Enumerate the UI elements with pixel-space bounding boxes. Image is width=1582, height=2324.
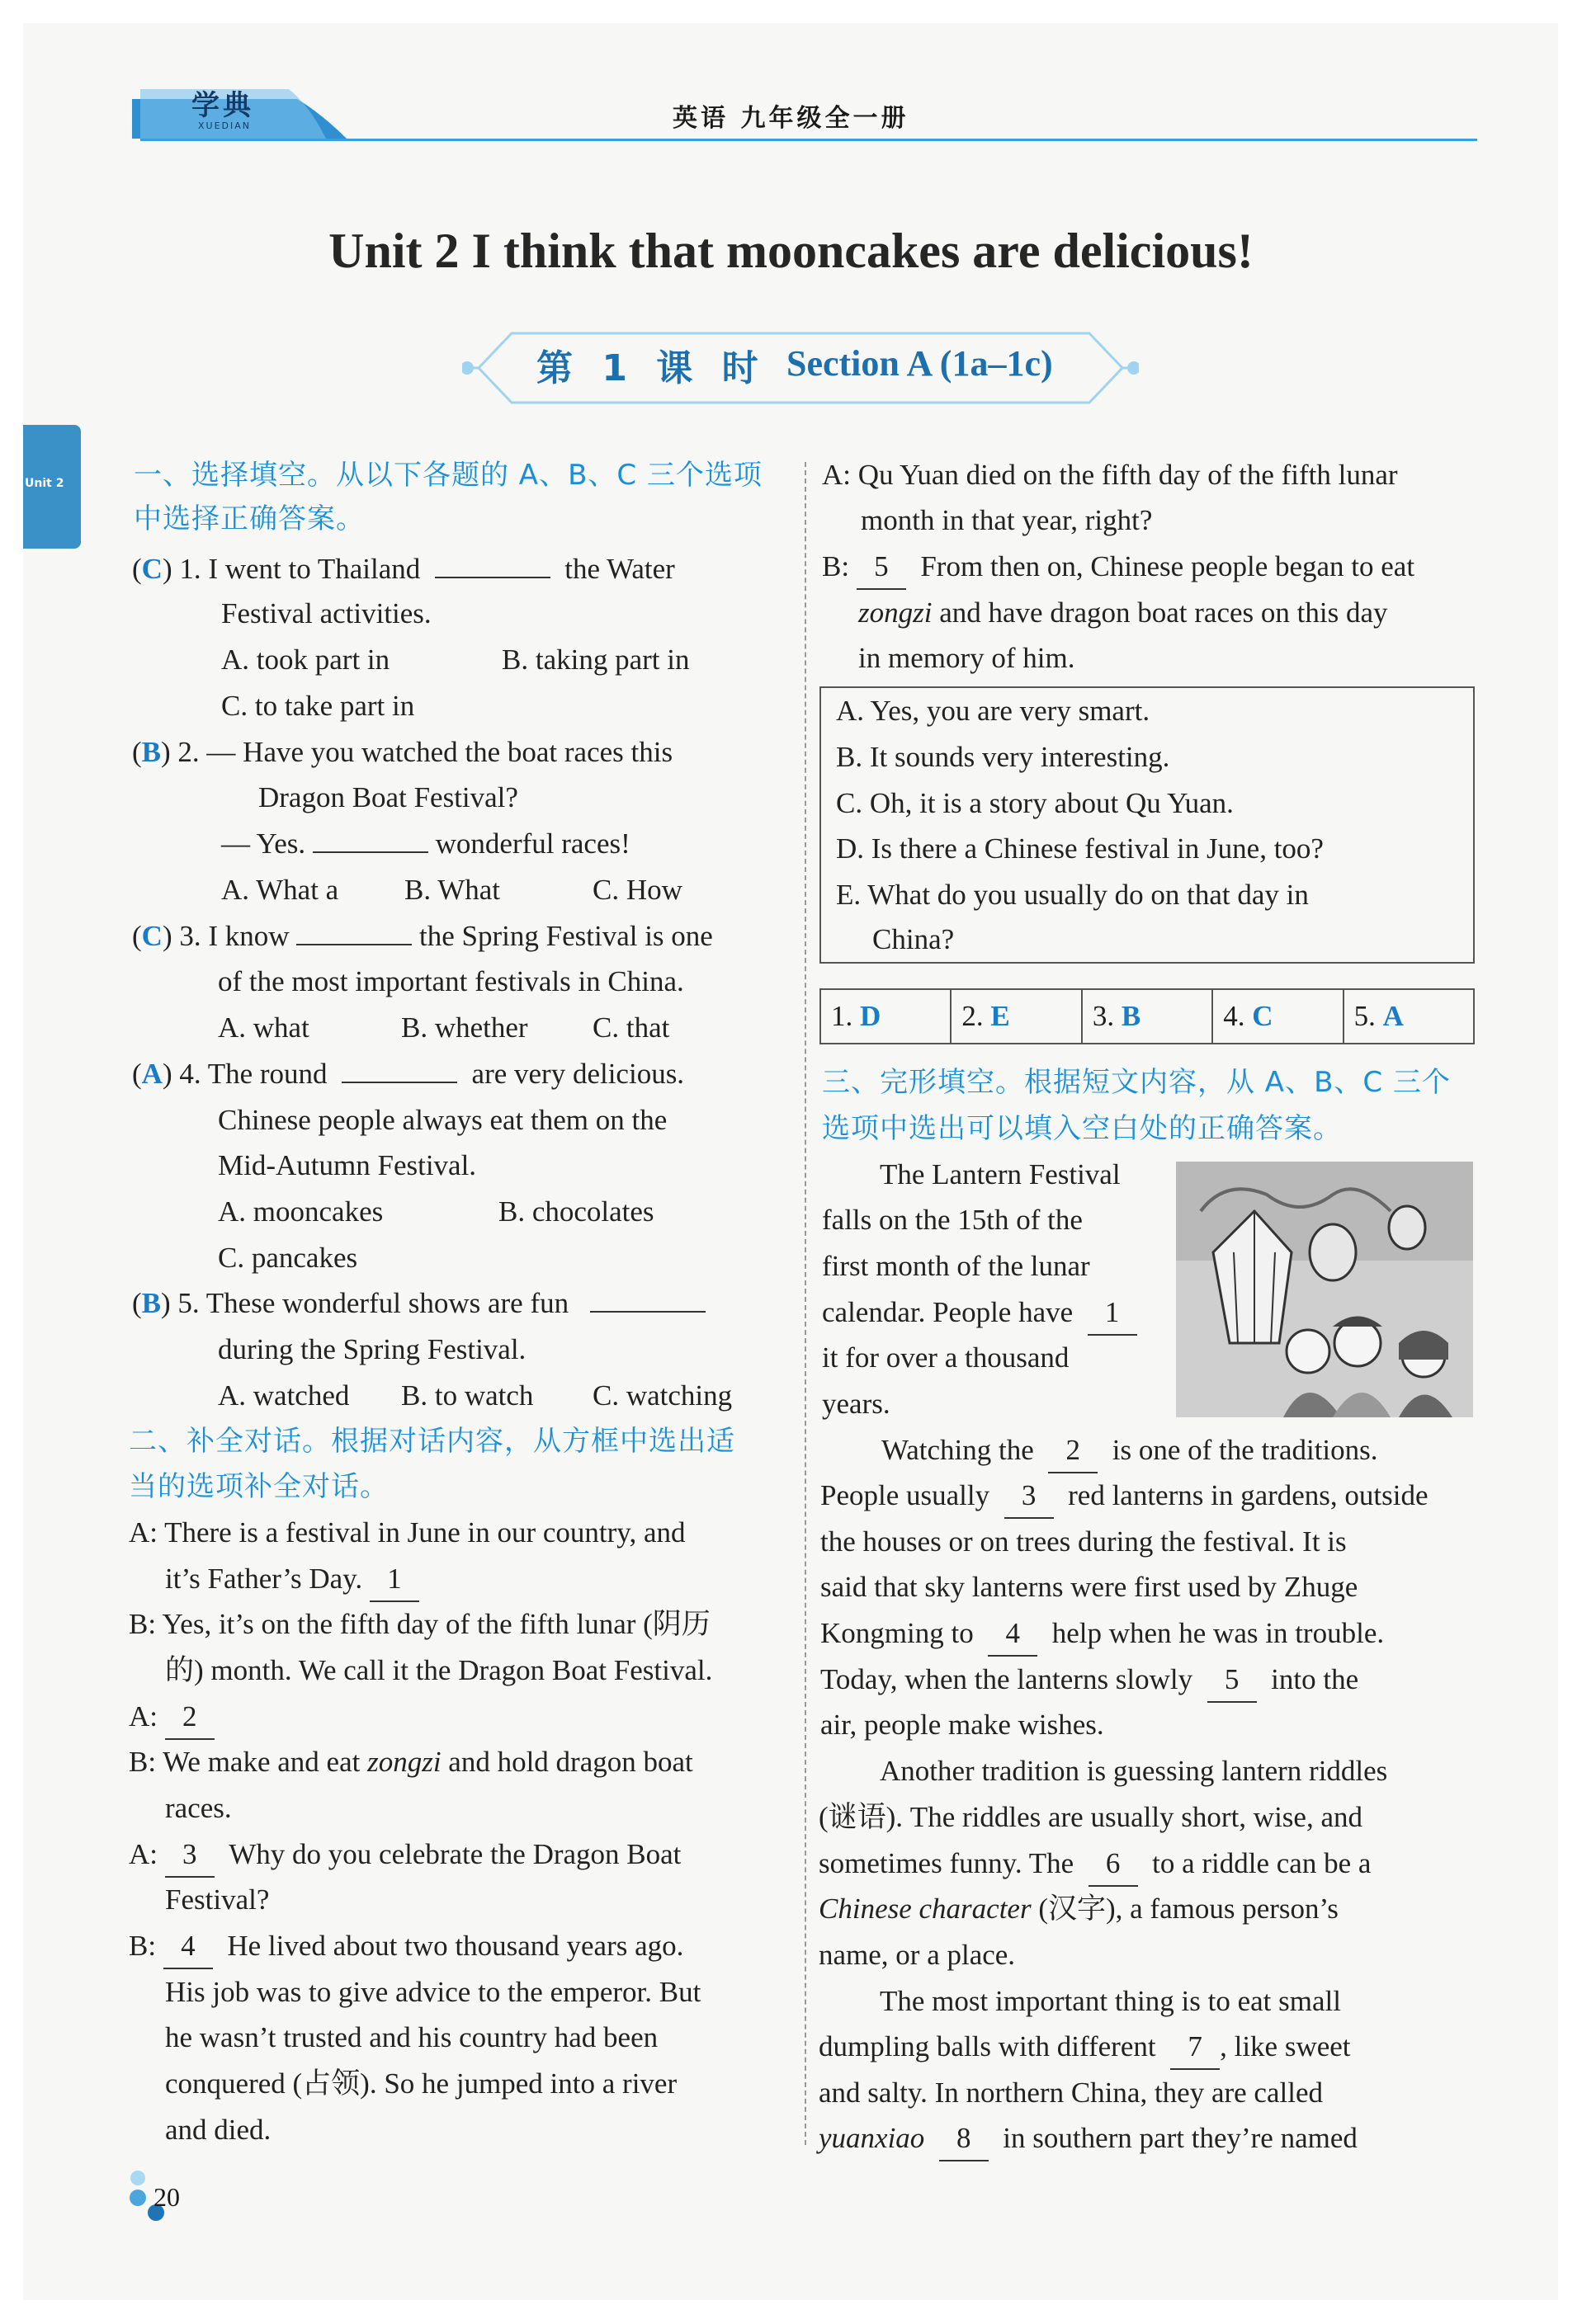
dialogue-line: and died. — [165, 2114, 272, 2146]
answer-2: B — [141, 736, 162, 768]
passage-line: dumpling balls with different 7 , like sweet — [819, 2025, 1351, 2070]
part2-heading-2: 当的选项补全对话。 — [129, 1470, 389, 1503]
cloze-blank: 4 — [988, 1612, 1037, 1657]
passage-line: air, people make wishes. — [820, 1709, 1104, 1741]
q3-option-a: A. what — [218, 1011, 309, 1044]
q1-option-c: C. to take part in — [221, 690, 415, 722]
lesson-section: Section A (1a–1c) — [786, 343, 1053, 384]
q3-option-b: B. whether — [401, 1011, 528, 1044]
answer-table — [819, 988, 1475, 1044]
dialogue-line: 的) month. We call it the Dragon Boat Festival. — [165, 1654, 713, 1686]
unit-side-tab-label: Unit 2 — [25, 477, 64, 490]
passage-line: yuanxiao 8 in southern part they’re named — [819, 2117, 1358, 2161]
answer-cell: 5. A — [1353, 1000, 1404, 1032]
answer-4: A — [141, 1058, 163, 1090]
passage-line: years. — [822, 1388, 890, 1420]
q4-option-b: B. chocolates — [498, 1195, 654, 1228]
book-title: 英语 九年级全一册 — [673, 104, 909, 133]
passage-line: Kongming to 4 help when he was in trouble. — [820, 1612, 1384, 1657]
blank — [590, 1311, 706, 1313]
q1-option-a: A. took part in — [221, 643, 390, 676]
dialogue-line: conquered (占领). So he jumped into a river — [165, 2067, 678, 2100]
question-5-line2: during the Spring Festival. — [218, 1333, 527, 1365]
dialogue-blank: 3 — [165, 1833, 215, 1878]
option-item: E. What do you usually do on that day in — [836, 879, 1309, 911]
option-item: B. It sounds very interesting. — [836, 741, 1170, 773]
unit-title: Unit 2 I think that mooncakes are delicious! — [328, 224, 1254, 278]
passage-line: The most important thing is to eat small — [880, 1985, 1341, 2017]
dialogue-line: A: There is a festival in June in our country, and — [129, 1516, 686, 1549]
q4-option-a: A. mooncakes — [218, 1195, 384, 1228]
blank — [342, 1082, 457, 1083]
passage-line: sometimes funny. The 6 to a riddle can be a — [819, 1842, 1371, 1887]
answer-cell: 1. D — [821, 990, 952, 1043]
cloze-blank: 2 — [1048, 1429, 1098, 1473]
dialogue-line: it’s Father’s Day. 1 — [165, 1558, 419, 1602]
logo-subtitle: XUEDIAN — [198, 120, 252, 131]
passage-line: falls on the 15th of the — [822, 1204, 1083, 1236]
part2-heading: 二、补全对话。根据对话内容，从方框中选出适 — [129, 1425, 735, 1458]
passage-line: Chinese character (汉字), a famous person’s — [819, 1893, 1339, 1925]
question-2-line2: Dragon Boat Festival? — [258, 781, 518, 813]
q4-option-c: C. pancakes — [218, 1242, 358, 1274]
passage-line: (谜语). The riddles are usually short, wise, and — [819, 1801, 1363, 1833]
passage-line: said that sky lanterns were first used by Zhuge — [820, 1571, 1358, 1603]
part1-heading-2: 中选择正确答案。 — [134, 502, 365, 535]
passage-line: it for over a thousand — [822, 1341, 1070, 1374]
passage-line: Watching the 2 is one of the traditions. — [881, 1429, 1378, 1473]
cloze-blank: 7 — [1170, 2025, 1220, 2070]
answer-cell: 4. C — [1213, 990, 1344, 1043]
answer-5: B — [141, 1287, 162, 1319]
q2-option-a: A. What a — [221, 874, 339, 906]
part3-heading: 三、完形填空。根据短文内容，从 A、B、C 三个 — [822, 1066, 1451, 1099]
q2-option-b: B. What — [404, 874, 501, 906]
dialogue-blank: 1 — [370, 1558, 419, 1602]
passage-line: name, or a place. — [819, 1939, 1016, 1971]
dialogue-line: races. — [165, 1792, 232, 1824]
lantern-festival-illustration — [1176, 1162, 1473, 1417]
answer-3: C — [141, 920, 163, 952]
answer-cell: 3. B — [1083, 990, 1213, 1043]
dialogue-line: he wasn’t trusted and his country had been — [165, 2021, 659, 2053]
passage-line: Another tradition is guessing lantern riddles — [880, 1755, 1388, 1787]
question-1: (C) 1. I went to Thailand the Water — [132, 553, 675, 585]
dialogue-line: B: Yes, it’s on the fifth day of the fifth lunar (阴历 — [129, 1608, 711, 1640]
question-4: (A) 4. The round are very delicious. — [132, 1058, 685, 1090]
cloze-blank: 8 — [939, 2117, 989, 2161]
lesson-number: 第 1 课 时 — [536, 347, 767, 389]
dialogue-line: A: 2 — [129, 1695, 215, 1740]
dialogue-line: His job was to give advice to the emperor. But — [165, 1976, 701, 2008]
q5-option-a: A. watched — [218, 1379, 350, 1412]
dialogue-line: B: We make and eat zongzi and hold dragon boat — [129, 1746, 693, 1778]
cloze-blank: 6 — [1089, 1842, 1138, 1887]
question-2: (B) 2. — Have you watched the boat races this — [132, 736, 673, 768]
dialogue-blank: 2 — [165, 1695, 215, 1740]
blank — [313, 851, 428, 853]
q5-option-b: B. to watch — [401, 1379, 534, 1412]
dialogue-line: B: 5 From then on, Chinese people began to eat — [822, 545, 1414, 590]
passage-line: the houses or on trees during the festival. It is — [820, 1525, 1347, 1558]
passage-line: and salty. In northern China, they are called — [819, 2077, 1323, 2109]
dialogue-blank: 4 — [163, 1925, 213, 1969]
option-item: China? — [872, 923, 955, 955]
option-item: A. Yes, you are very smart. — [836, 695, 1150, 727]
question-3-line2: of the most important festivals in China. — [218, 965, 684, 997]
question-5: (B) 5. These wonderful shows are fun — [132, 1282, 706, 1325]
blank — [296, 944, 412, 945]
question-1-line2: Festival activities. — [221, 597, 432, 629]
header-rule — [140, 139, 1477, 141]
option-item: D. Is there a Chinese festival in June, too? — [836, 832, 1324, 865]
dialogue-line: zongzi and have dragon boat races on this day — [858, 596, 1388, 629]
cloze-blank: 1 — [1088, 1291, 1137, 1336]
dialogue-line: month in that year, right? — [861, 504, 1153, 536]
dialogue-line: Festival? — [165, 1883, 270, 1916]
page-number: 20 — [153, 2182, 180, 2212]
part3-heading-2: 选项中选出可以填入空白处的正确答案。 — [822, 1112, 1342, 1145]
q5-option-c: C. watching — [593, 1379, 733, 1412]
q3-option-c: C. that — [593, 1011, 670, 1044]
dialogue-line: B: 4 He lived about two thousand years ago. — [129, 1925, 683, 1969]
q2-option-c: C. How — [593, 874, 682, 906]
option-item: C. Oh, it is a story about Qu Yuan. — [836, 787, 1234, 819]
cloze-blank: 5 — [1207, 1658, 1257, 1703]
passage-line: Today, when the lanterns slowly 5 into the — [820, 1658, 1358, 1703]
passage-line: People usually 3 red lanterns in gardens, outside — [820, 1474, 1429, 1519]
answer-1: C — [141, 553, 163, 585]
part1-heading: 一、选择填空。从以下各题的 A、B、C 三个选项 — [134, 459, 763, 492]
q1-option-b: B. taking part in — [502, 643, 690, 676]
question-2-line3: — Yes. wonderful races! — [221, 827, 630, 860]
dialogue-blank: 5 — [857, 545, 906, 590]
logo: 学典 — [191, 89, 254, 122]
blank — [435, 577, 550, 578]
cloze-blank: 3 — [1004, 1474, 1054, 1519]
column-divider — [805, 462, 806, 2145]
dialogue-line: in memory of him. — [858, 642, 1075, 674]
passage-line: The Lantern Festival — [880, 1158, 1121, 1190]
passage-line: first month of the lunar — [822, 1250, 1090, 1282]
question-4-line2: Chinese people always eat them on the — [218, 1104, 668, 1136]
passage-line: calendar. People have 1 — [822, 1291, 1137, 1336]
dialogue-line: A: 3 Why do you celebrate the Dragon Boat — [129, 1833, 681, 1878]
answer-cell: 2. E — [952, 990, 1082, 1043]
question-4-line3: Mid-Autumn Festival. — [218, 1149, 477, 1181]
dialogue-line: A: Qu Yuan died on the fifth day of the fifth lunar — [822, 459, 1398, 491]
question-3: (C) 3. I know the Spring Festival is one — [132, 920, 713, 952]
